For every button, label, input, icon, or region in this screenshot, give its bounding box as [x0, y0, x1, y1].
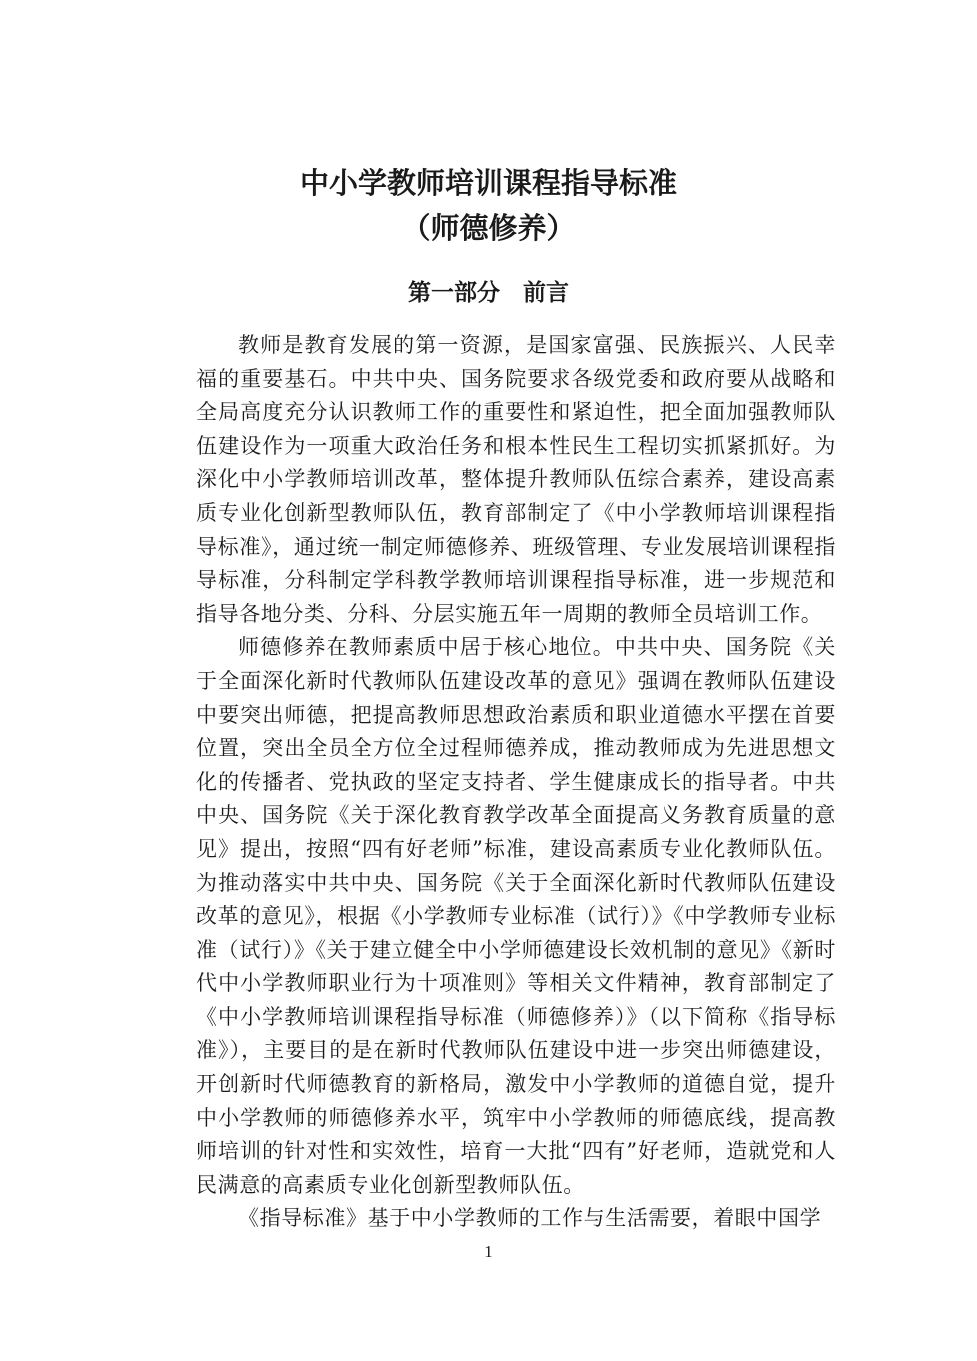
body-text: [196, 329, 836, 1236]
paragraph-1: 教师是教育发展的第一资源，是国家富强、民族振兴、人民幸福的重要基石。中共中央、国务院要求各级党委和政府要从战略和全局高度充分认识教师工作的重要性和紧迫性，把全面加强教师队伍建设作为一项重大政治任务和根本性民生工程切实抓紧抓好。为深化中小学教师培训改革，整体提升教师队伍综合素养，建设高素质专业化创新型教师队伍，教育部制定了《中小学教师培训课程指导标准》，通过统一制定师德修养、班级管理、专业发展培训课程指导标准，分科制定学科教学教师培训课程指导标准，进一步规范和指导各地分类、分科、分层实施五年一周期的教师全员培训工作。: [196, 333, 836, 626]
document-subtitle: （师德修养）: [401, 211, 576, 245]
page-number: 1: [484, 1242, 493, 1261]
document-title: 中小学教师培训课程指导标准: [299, 166, 677, 200]
section-heading: 第一部分 前言: [408, 280, 569, 306]
paragraph-3: 《指导标准》基于中小学教师的工作与生活需要，着眼中国学: [238, 1206, 822, 1231]
paragraph-2: 师德修养在教师素质中居于核心地位。中共中央、国务院《关于全面深化新时代教师队伍建设改革的意见》强调在教师队伍建设中要突出师德，把提高教师思想政治素质和职业道德水平摆在首要位置，突出全员全方位全过程师德养成，推动教师成为先进思想文化的传播者、党执政的坚定支持者、学生健康成长的指导者。中共中央、国务院《关于深化教育教学改革全面提高义务教育质量的意见》提出，按照“四有好老师”标准，建设高素质专业化教师队伍。为推动落实中共中央、国务院《关于全面深化新时代教师队伍建设改革的意见》，根据《小学教师专业标准（试行）》《中学教师专业标准（试行）》《关于建立健全中小学师德建设长效机制的意见》《新时代中小学教师职业行为十项准则》等相关文件精神，教育部制定了《中小学教师培训课程指导标准（师德修养）》（以下简称《指导标准》），主要目的是在新时代教师队伍建设中进一步突出师德建设，开创新时代师德教育的新格局，激发中小学教师的道德自觉，提升中小学教师的师德修养水平，筑牢中小学教师的师德底线，提高教师培训的针对性和实效性，培育一大批“四有”好老师，造就党和人民满意的高素质专业化创新型教师队伍。: [196, 635, 836, 1197]
